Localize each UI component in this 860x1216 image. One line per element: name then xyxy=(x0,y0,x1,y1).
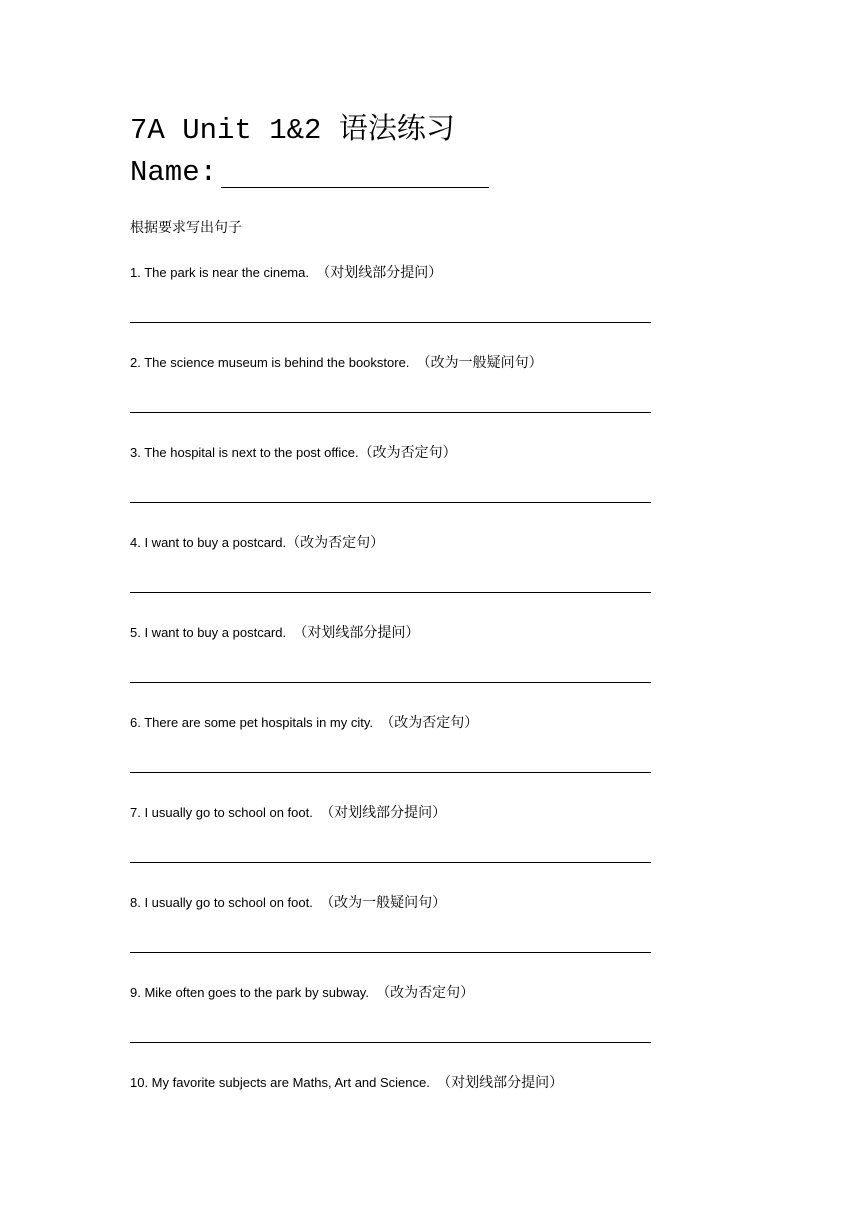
question-text: 5. I want to buy a postcard. xyxy=(130,625,287,640)
answer-line-2[interactable] xyxy=(130,412,651,413)
question-text: 7. I usually go to school on foot. xyxy=(130,805,313,820)
question-8 xyxy=(130,893,446,913)
question-text: 10. My favorite subjects are Maths, Art and Science. xyxy=(130,1075,430,1090)
title-english: 7A Unit 1&2 xyxy=(130,114,322,147)
question-instruction: （对划线部分提问） xyxy=(316,265,443,281)
question-9 xyxy=(130,983,474,1003)
question-text: 3. The hospital is next to the post office. xyxy=(130,445,359,460)
question-text: 1. The park is near the cinema. xyxy=(130,265,309,280)
answer-line-8[interactable] xyxy=(130,952,651,953)
name-label: Name: xyxy=(130,156,218,189)
answer-line-7[interactable] xyxy=(130,862,651,863)
answer-line-6[interactable] xyxy=(130,772,651,773)
answer-line-5[interactable] xyxy=(130,682,651,683)
question-text: 9. Mike often goes to the park by subway. xyxy=(130,985,369,1000)
question-instruction: （对划线部分提问） xyxy=(320,805,447,821)
question-instruction: （对划线部分提问） xyxy=(293,625,420,641)
name-blank-line[interactable] xyxy=(221,186,489,188)
instruction-text: 根据要求写出句子 xyxy=(130,220,242,236)
worksheet-title xyxy=(130,108,455,151)
question-7 xyxy=(130,803,446,823)
question-text: 2. The science museum is behind the bookstore. xyxy=(130,355,410,370)
answer-line-4[interactable] xyxy=(130,592,651,593)
answer-line-9[interactable] xyxy=(130,1042,651,1043)
answer-line-3[interactable] xyxy=(130,502,651,503)
question-4 xyxy=(130,533,384,553)
answer-line-1[interactable] xyxy=(130,322,651,323)
question-text: 4. I want to buy a postcard. xyxy=(130,535,287,550)
question-10 xyxy=(130,1073,563,1093)
question-instruction: （改为一般疑问句） xyxy=(320,895,447,911)
question-text: 6. There are some pet hospitals in my city. xyxy=(130,715,374,730)
question-3 xyxy=(130,443,457,463)
question-text: 8. I usually go to school on foot. xyxy=(130,895,313,910)
question-5 xyxy=(130,623,419,643)
question-instruction: （改为否定句） xyxy=(358,445,457,461)
question-instruction: （对划线部分提问） xyxy=(437,1075,564,1091)
title-chinese: 语法练习 xyxy=(338,111,455,145)
name-field-row xyxy=(130,153,489,193)
question-instruction: （改为否定句） xyxy=(286,535,385,551)
question-instruction: （改为一般疑问句） xyxy=(416,355,543,371)
question-instruction: （改为否定句） xyxy=(376,985,475,1001)
question-1 xyxy=(130,263,442,283)
question-2 xyxy=(130,353,543,373)
question-6 xyxy=(130,713,478,733)
question-instruction: （改为否定句） xyxy=(380,715,479,731)
